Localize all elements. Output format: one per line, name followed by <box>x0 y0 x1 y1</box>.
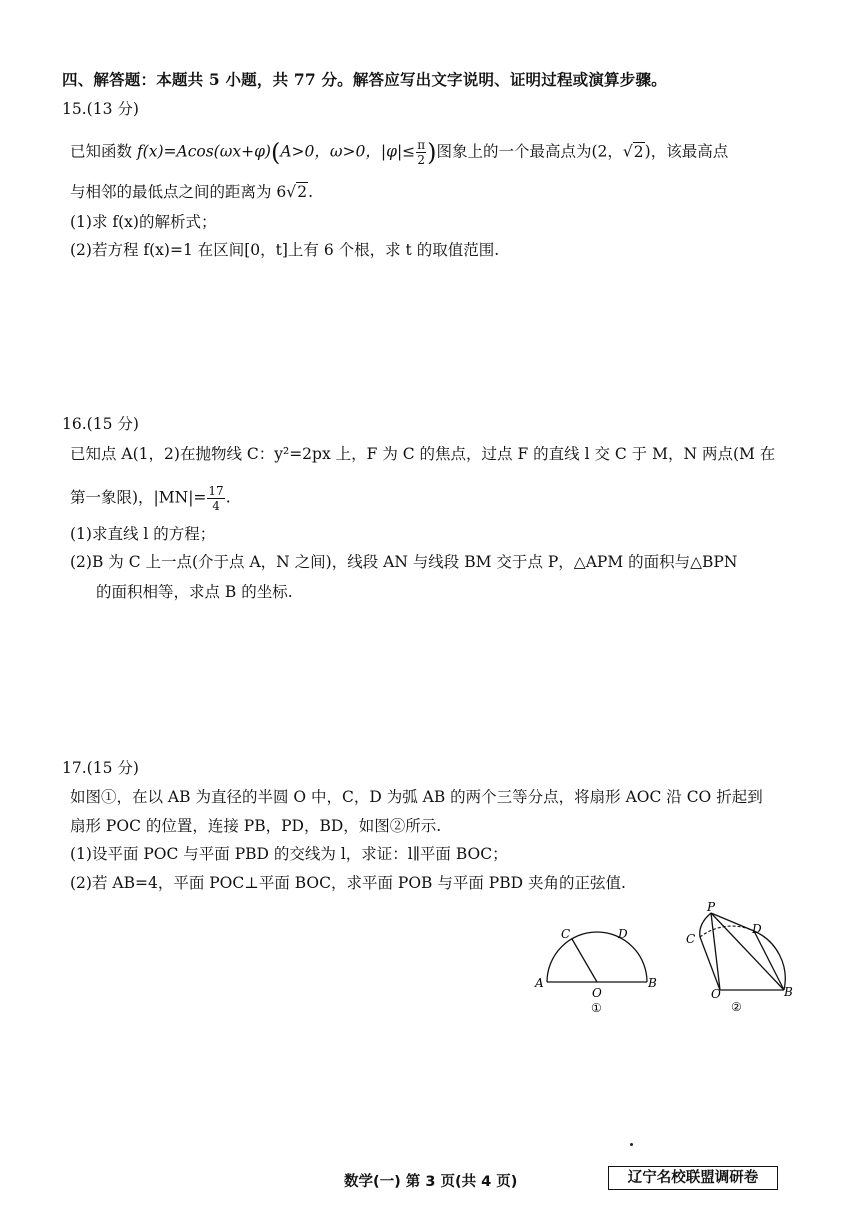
section-heading: 四、解答题：本题共 5 小题，共 77 分。解答应写出文字说明、证明过程或演算步骤。 <box>62 70 667 89</box>
q15-score: (13 分) <box>86 100 139 118</box>
q15-line2-end: . <box>308 183 313 201</box>
figure-2-folded <box>680 900 800 1020</box>
label-b: B <box>784 985 793 999</box>
q16-part2-line1: (2)B 为 C 上一点(介于点 A，N 之间)，线段 AN 与线段 BM 交于点 P，△APM 的面积与△BPN <box>70 553 738 571</box>
label-a: A <box>535 976 544 990</box>
fraction-denominator: 2 <box>417 153 425 167</box>
label-c: C <box>686 932 696 946</box>
q17-part2: (2)若 AB=4，平面 POC⊥平面 BOC，求平面 POB 与平面 PBD 夹角的正弦值. <box>70 874 626 892</box>
fraction-denominator: 4 <box>212 499 220 513</box>
pi-over-2-fraction <box>416 138 426 167</box>
q16-part1: (1)求直线 l 的方程； <box>70 525 216 543</box>
q15-cond: A>0，ω>0，|φ|≤ <box>280 142 416 161</box>
q16-line2-end: . <box>225 488 231 507</box>
q16-number: 16. <box>62 415 87 433</box>
q15-stem-b: 图象上的一个最高点为(2， <box>436 142 623 161</box>
q16-part2-line2: 的面积相等，求点 B 的坐标. <box>96 583 293 601</box>
label-d: D <box>752 922 762 936</box>
fraction-numerator: 17 <box>208 484 224 498</box>
page-footer: 数学(一) 第 3 页(共 4 页) <box>344 1174 518 1190</box>
q17-part1: (1)设平面 POC 与平面 PBD 的交线为 l，求证：l∥平面 BOC； <box>70 845 508 863</box>
figure-1-semicircle <box>530 915 670 1020</box>
q15-func: f(x)=Acos(ωx+φ) <box>136 142 271 161</box>
q15-line2-text: 与相邻的最低点之间的距离为 6 <box>70 183 287 201</box>
right-paren: ) <box>427 138 437 167</box>
q17-number: 17. <box>62 759 87 777</box>
speck-mark <box>630 1143 633 1146</box>
q16-line2-text: 第一象限)，|MN|= <box>70 488 207 507</box>
label-b: B <box>648 976 657 990</box>
segment-pd <box>711 913 754 931</box>
figure-1-caption: ① <box>591 1001 602 1015</box>
label-d: D <box>618 927 628 941</box>
q15-stem-line2: 与相邻的最低点之间的距离为 6√2. <box>70 183 313 201</box>
q15-part1: (1)求 f(x)的解析式； <box>70 213 217 231</box>
figure-2-caption: ② <box>731 1000 742 1014</box>
q15-stem-line1: 已知函数 f(x)=Acos(ωx+φ)(A>0，ω>0，|φ|≤ $\frac{\pi}{2}$ )图象上的一个最高点为(2，√2)，该最高点 <box>70 138 729 167</box>
segment-bd <box>754 931 784 990</box>
fraction-numerator: π <box>417 138 426 152</box>
mn-fraction <box>207 484 224 513</box>
q17-line1: 如图①，在以 AB 为直径的半圆 O 中，C，D 为弧 AB 的两个三等分点，将扇形 AOC 沿 CO 折起到 <box>70 788 763 806</box>
source-stamp: 辽宁名校联盟调研卷 <box>608 1166 778 1190</box>
q17-header <box>62 758 139 778</box>
q15-number: 15. <box>62 100 87 118</box>
q15-header <box>62 99 139 119</box>
label-o: O <box>711 987 721 1001</box>
q17-line2: 扇形 POC 的位置，连接 PB，PD，BD，如图②所示. <box>70 817 442 835</box>
label-c: C <box>561 927 571 941</box>
sqrt-radicand: 2 <box>297 183 308 201</box>
sqrt-radicand: 2 <box>633 142 644 161</box>
q16-line2 <box>70 484 231 513</box>
q15-part2: (2)若方程 f(x)=1 在区间[0，t]上有 6 个根，求 t 的取值范围. <box>70 241 500 259</box>
radius-oc <box>572 939 597 982</box>
q16-score: (15 分) <box>86 415 139 433</box>
left-paren: ( <box>270 138 281 167</box>
q16-line1: 已知点 A(1，2)在抛物线 C：y²=2px 上，F 为 C 的焦点，过点 F 的直线 l 交 C 于 M，N 两点(M 在 <box>70 445 776 463</box>
q15-stem-a: 已知函数 <box>70 142 137 161</box>
label-o: O <box>592 986 602 1000</box>
segment-pb <box>711 913 784 990</box>
q15-stem-c: )，该最高点 <box>644 142 729 161</box>
q17-score: (15 分) <box>86 759 139 777</box>
label-p: P <box>707 900 716 914</box>
q16-header <box>62 414 139 434</box>
